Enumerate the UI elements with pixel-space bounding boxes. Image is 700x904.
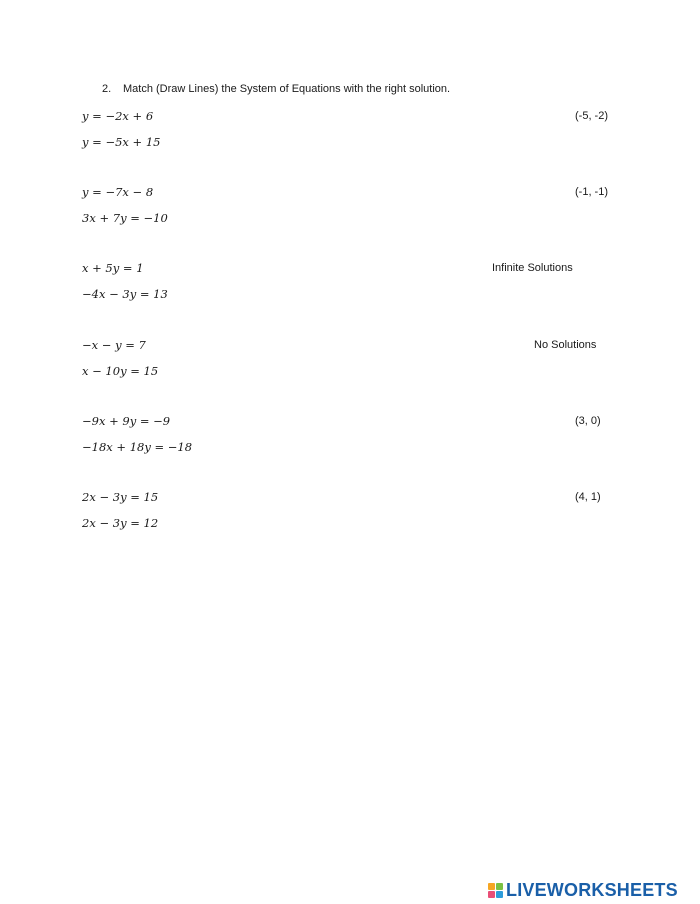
system-5-equation-2: −18x + 18y = −18 [82, 440, 193, 454]
question-number: 2. [102, 83, 112, 95]
solution-6[interactable]: (4, 1) [575, 491, 601, 503]
system-4-equation-2: x − 10y = 15 [82, 364, 159, 378]
logo-text: LIVEWORKSHEETS [506, 879, 678, 900]
system-1-equation-1: y = −2x + 6 [82, 109, 154, 123]
question-text: Match (Draw Lines) the System of Equations with the right solution. [123, 83, 451, 95]
system-5-equation-1: −9x + 9y = −9 [82, 414, 171, 428]
system-2-equation-2: 3x + 7y = −10 [82, 211, 168, 225]
solution-4[interactable]: No Solutions [534, 339, 597, 351]
solution-3[interactable]: Infinite Solutions [492, 262, 573, 274]
logo-square-4 [496, 891, 503, 898]
question-prompt [102, 82, 450, 96]
system-3-equation-2: −4x − 3y = 13 [82, 287, 168, 301]
logo-square-1 [488, 883, 495, 890]
system-6-equation-1: 2x − 3y = 15 [82, 490, 159, 504]
logo-square-2 [496, 883, 503, 890]
solution-5[interactable]: (3, 0) [575, 415, 601, 427]
system-6-equation-2: 2x − 3y = 12 [82, 516, 159, 530]
solution-1[interactable]: (-5, -2) [575, 110, 608, 122]
liveworksheets-logo-icon [488, 883, 503, 898]
liveworksheets-logo [488, 880, 678, 900]
system-2-equation-1: y = −7x − 8 [82, 185, 154, 199]
system-3-equation-1: x + 5y = 1 [82, 261, 144, 275]
system-1-equation-2: y = −5x + 15 [82, 135, 161, 149]
system-4-equation-1: −x − y = 7 [82, 338, 146, 352]
logo-square-3 [488, 891, 495, 898]
solution-2[interactable]: (-1, -1) [575, 186, 608, 198]
